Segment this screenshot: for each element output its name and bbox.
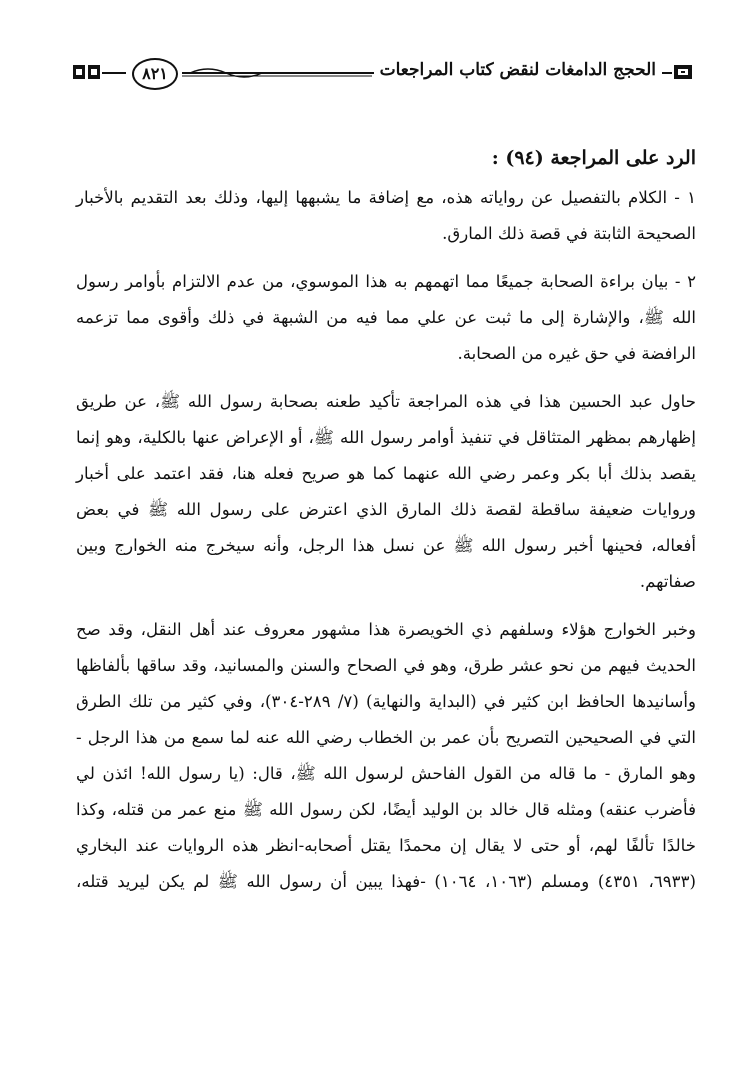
paragraph-body-2: وخبر الخوارج هؤلاء وسلفهم ذي الخويصرة هذا مشهور معروف عند أهل النقل، وقد صح الحديث فيهم من نحو عشر طرق، وهو في الصحاح والسنن والمسانيد، وقد ساقها بألفاظها وأسانيدها الحافظ ابن كثير في (البداية والنهاية) (٧/ ٢٨٩-٣٠٤)، وفي كثير من تلك الطرق التي في الصحيحين التصريح بأن عمر بن الخطاب رضي الله عنه لما سمع من هذا الرجل - وهو المارق - ما قاله من القول الفاحش لرسول الله ﷺ، قال: (يا رسول الله! ائذن لي فأضرب عنقه) ومثله قال خالد بن الوليد أيضًا، لكن رسول الله ﷺ منع عمر من قتله، وكذا خالدًا تألفًا لهم، أو حتى لا يقال إن محمدًا يقتل أصحابه-انظر هذه الروايات عند البخاري (٦٩٣٣، ٤٣٥١) ومسلم (١٠٦٣، ١٠٦٤) -فهذا يبين أن رسول الله ﷺ لم يكن ليريد قتله،: [76, 620, 696, 891]
paragraph-point-2: ٢ - بيان براءة الصحابة جميعًا مما اتهمهم به هذا الموسوي، من عدم الالتزام بأوامر رسول الله ﷺ، والإشارة إلى ما ثبت عن علي مما فيه من الشبهة في ذلك وأقوى مما تزعمه الرافضة في حق غيره من الصحابة.: [76, 272, 696, 363]
header-title: الحجج الدامغات لنقض كتاب المراجعات: [374, 60, 662, 80]
paragraph-body-1: حاول عبد الحسين هذا في هذه المراجعة تأكيد طعنه بصحابة رسول الله ﷺ، عن طريق إظهارهم بمظهر المتثاقل في تنفيذ أوامر رسول الله ﷺ، أو الإعراض عنها بالكلية، وهو إنما يقصد بذلك أبا بكر وعمر رضي الله عنهما كما هو صريح فعله هنا، فقد اعتمد على أخبار وروايات ضعيفة ساقطة لقصة ذلك المارق الذي اعترض على رسول الله ﷺ في بعض أفعاله، فحينها أخبر رسول الله ﷺ عن نسل هذا الرجل، وأنه سيخرج منه الخوارج وبين صفاتهم.: [76, 392, 696, 591]
section-heading: الرد على المراجعة (٩٤) :: [491, 147, 696, 169]
page-number-medallion: [126, 52, 182, 94]
page-number: ٨٢١: [132, 58, 178, 90]
running-header: [72, 52, 694, 96]
paragraph-point-1: ١ - الكلام بالتفصيل عن رواياته هذه، مع إضافة ما يشبهها إليها، وذلك بعد التقديم بالأخبار الصحيحة الثابتة في قصة ذلك المارق.: [76, 188, 696, 243]
page-body: [76, 140, 696, 900]
ornament-right-icon: [672, 62, 694, 82]
ornament-left-icon: [72, 62, 102, 82]
